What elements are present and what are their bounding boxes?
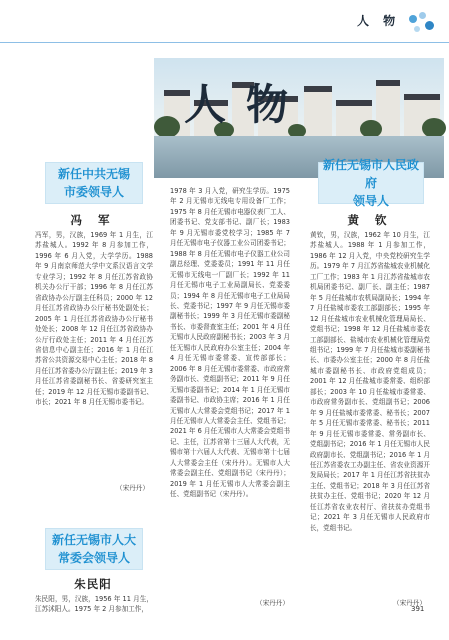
author-signature: （宋丹丹） (116, 484, 149, 492)
box-line: 新任无锡市人大 (51, 533, 136, 547)
section-box-party-committee (45, 162, 143, 204)
biography-text: 黄钦，男，汉族，1962 年 10 月生，江苏盐城人。1988 年 1 月参加工作，1986 年 12 月入党，中央党校研究生学历。1979 年 7 月江苏省盐城农业机械化工厂工作；1983 年 1 月江苏省盐城市农机局团委书记、副厂长、副主任；1987 年 5 月任盐城市农机局副局长；1994 年 7 月任盐城市委农工部副部长；1995 年 12 月任盐城市农业机械化管理局局长、党组书记；1998 年 12 月任盐城市委农工部副部长、盐城市农业机械化管理局党组书记；1999 年 7 月任盐城市委副秘书长、市委办公室主任；2000 年 8 月任盐城市委副秘书长、市政府党组成员；2001 年 12 月任盐城市委常委、组织部部长；2003 年 10 月任盐城市委常委、市政府常务副市长、党组副书记；2006 年 9 月任盐城市委常委、秘书长；2007 年 5 月任无锡市委常委、秘书长；2011 年 9 月任无锡市委常委、常务副市长、党组副书记；2016 年 1 月任无锡市人民政府副市长、党组副书记；2016 年 1 月任江苏省委农工办副主任、省农业资源开发局局长；2017 年 1 月任江苏省扶贫办主任、党组书记；2018 年 3 月任江苏省扶贫办主任、党组书记；2020 年 12 月任江苏省农业农村厅、省扶贫办党组书记；2021 年 3 月任无锡市人民政府市长，党组书记。 (310, 231, 433, 532)
decorative-dots-icon (407, 12, 435, 38)
page-number: 391 (411, 605, 425, 613)
biography-text: 1978 年 3 月入党，研究生学历。1975 年 2 月无锡市无线电专用设备厂工作；1975 年 8 月任无锡市电器仪表厂工人、团委书记、党支部书记、副厂长；1983 年 9 月无锡市委党校学习；1985 年 7 月任无锡市电子仪器工业公司团委书记；1988 年 8 月任无锡市电子仪器工业公司副总经理、党委委员；1991 年 11 月任无锡市无线电一厂副厂长；1992 年 11 月任无锡市电子工业局副局长、党委委员；1994 年 8 月任无锡市电子工业局局长、党委书记；1997 年 9 月任无锡市委副秘书长；1999 年 3 月任无锡市委副秘书长、市委督查室主任；2001 年 4 月任无锡市人民政府副秘书长；2003 年 3 月任无锡市人民政府办公室主任；2004 年 4 月任无锡市委常委、宣传部部长；2006 年 8 月任无锡市委常委、市政府常务副市长、党组副书记；2011 年 9 月任无锡市委副书记；2014 年 1 月任无锡市委副书记、市政协主席；2016 年 1 月任无锡市人大常委会党组书记；2017 年 1 月任无锡市人大常委会主任、党组书记；2021 年 6 月任无锡市人大常委会党组书记、主任，江苏省第十三届人大代表，无锡市第十六届人大代表、无锡市第十七届人大常委会主任（宋丹丹）。无锡市人大常委会副主任、党组副书记（宋丹丹）；2019 年 1 月任无锡市人大常委会副主任、党组副书记（宋丹丹）。 (170, 187, 293, 499)
box-line: 市委领导人 (63, 185, 124, 199)
box-line: 新任无锡市人民政府 (322, 158, 419, 190)
box-line: 常委会领导人 (57, 551, 130, 565)
box-line: 领导人 (352, 194, 389, 208)
section-title: 人 物 (357, 14, 401, 28)
author-signature: （宋丹丹） (256, 599, 289, 607)
section-box-npc (45, 528, 143, 570)
biography-text: 朱民阳，男，汉族，1956 年 11 月生，江苏沭阳人。1975 年 2 月参加工作， (35, 595, 153, 614)
box-line: 新任中共无锡 (57, 167, 130, 181)
section-box-government (318, 158, 424, 208)
author-signature: （宋丹丹） (393, 599, 426, 607)
page-header (0, 0, 449, 58)
banner-caption: 人物 (184, 80, 309, 129)
header-rule (0, 42, 449, 43)
person-name: 冯 军 (70, 213, 116, 227)
person-name: 朱民阳 (74, 577, 112, 591)
biography-text: 冯军，男，汉族，1969 年 1 月生，江苏盐城人。1992 年 8 月参加工作，1996 年 6 月入党，大学学历。1988 年 9 月南京师范大学中文系汉语言文学专业学习；1992 年 8 月任江苏省政协机关办公厅干部；1996 年 8 月任江苏省政协办公厅副主任科员；2000 年 12 月任江苏省政协办公厅秘书处副处长；2005 年 1 月任江苏省政协办公厅秘书处处长；2008 年 12 月任江苏省政协办公厅行政处主任；2011 年 4 月任江苏省信息中心副主任；2016 年 1 月任江苏省公共资源交易中心主任；2018 年 8 月任江苏省委办公厅副主任；2019 年 3 月任江苏省委副秘书长、省委研究室主任；2019 年 12 月任无锡市委副书记、市长；2021 年 8 月任无锡市委书记。 (35, 231, 156, 407)
person-name: 黄 钦 (347, 213, 393, 227)
